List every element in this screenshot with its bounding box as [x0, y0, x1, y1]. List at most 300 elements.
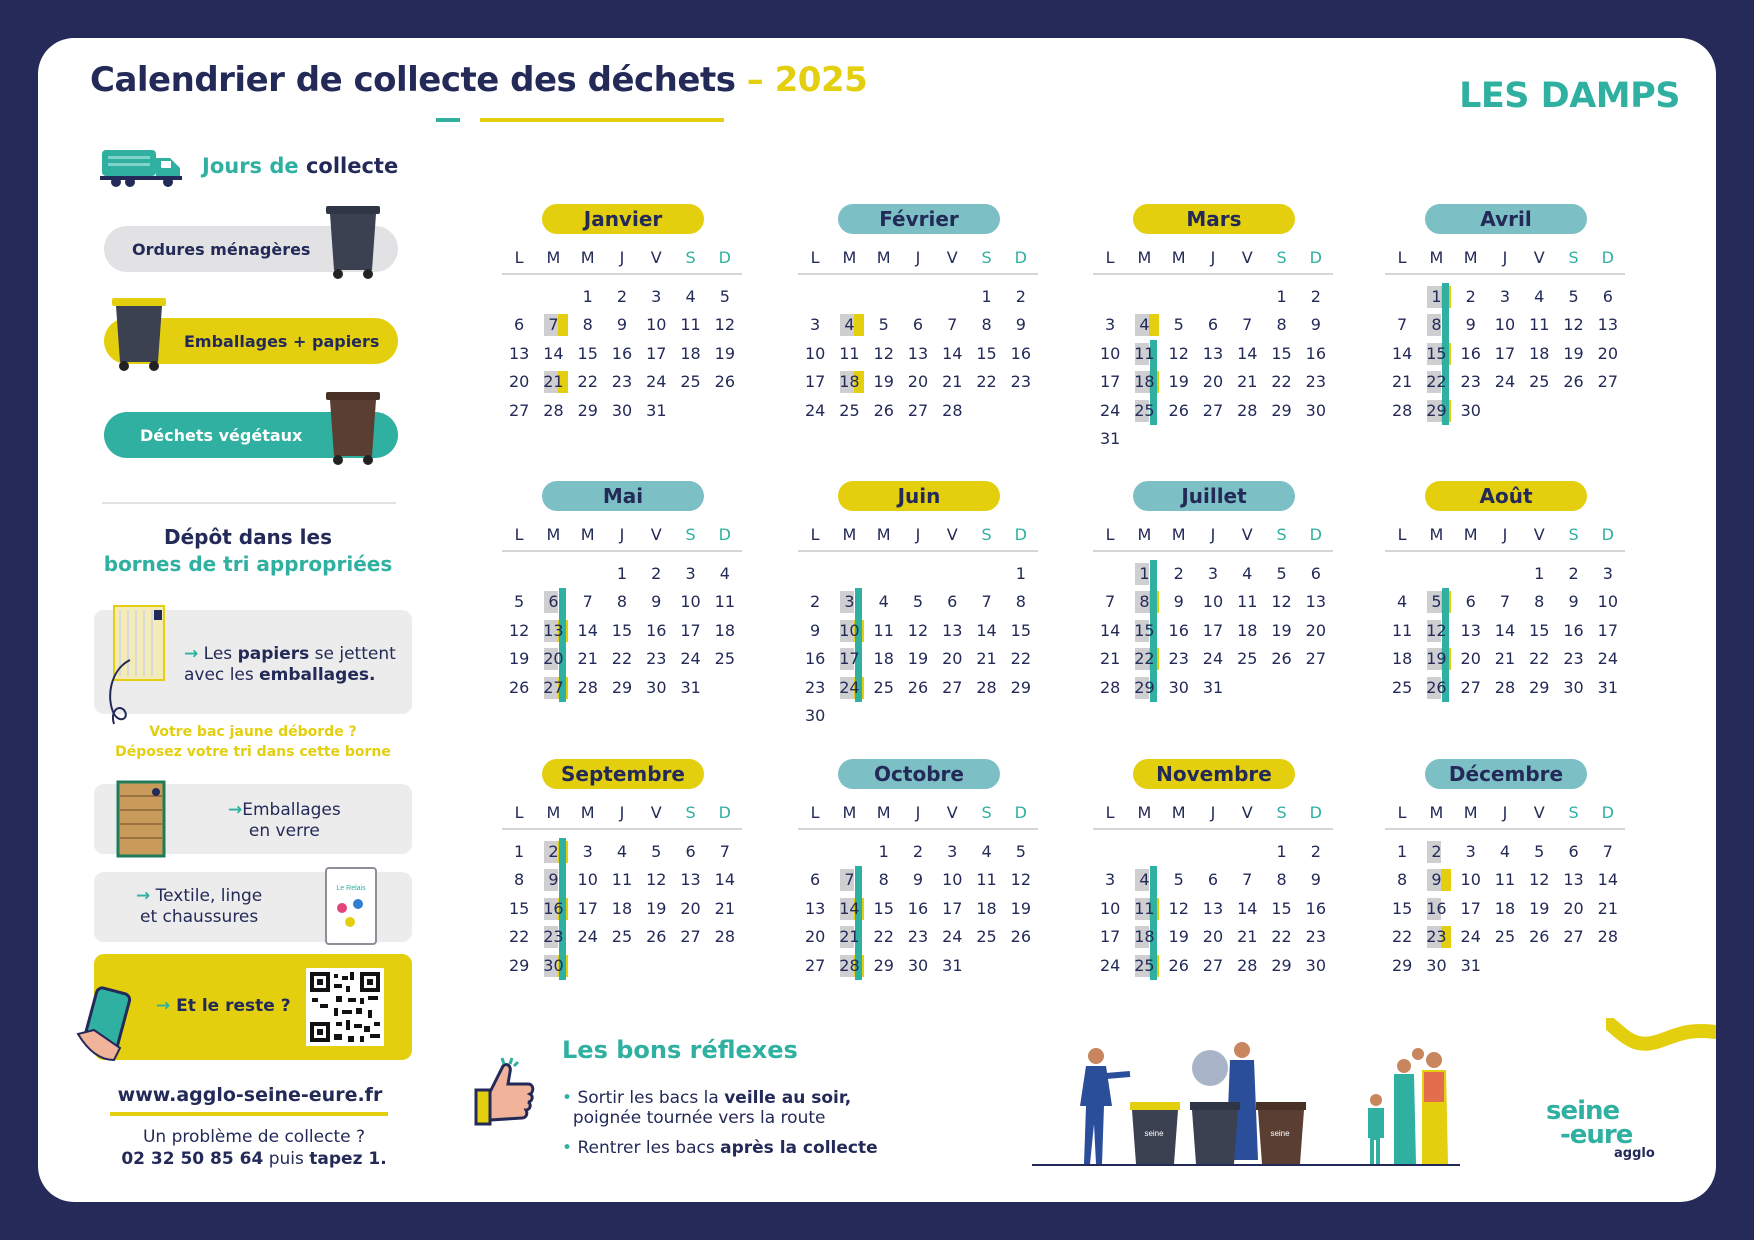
- day-cell: 15: [1271, 898, 1292, 918]
- weekday-header: L: [810, 525, 820, 545]
- weekday-header: D: [1014, 803, 1027, 823]
- day-cell: 21: [536, 368, 570, 396]
- day-cell: 17: [1494, 343, 1516, 363]
- day-cell: 9: [810, 620, 821, 640]
- day-cell: 28: [1099, 677, 1121, 697]
- day-cell: 10: [832, 617, 866, 645]
- day-cell: 14: [1494, 620, 1516, 640]
- day-cell: 15: [1010, 620, 1031, 640]
- month-name: Mai: [542, 481, 704, 511]
- day-cell: 6: [685, 841, 696, 861]
- day-cell: 10: [680, 592, 701, 612]
- day-cell: 6: [536, 588, 570, 616]
- day-cell: 13: [907, 343, 929, 363]
- weekday-header: S: [685, 803, 696, 823]
- day-cell: 23: [1460, 372, 1481, 392]
- weekday-header: V: [1533, 525, 1545, 545]
- day-cell: 29: [1419, 397, 1453, 425]
- day-cell: 10: [1494, 315, 1516, 335]
- day-cell: 26: [646, 927, 667, 947]
- day-cell: 25: [873, 677, 894, 697]
- weekday-header: D: [718, 248, 731, 268]
- day-cell: 17: [804, 372, 826, 392]
- day-cell: 12: [1168, 898, 1189, 918]
- day-cell: 14: [1237, 343, 1258, 363]
- day-cell: 19: [907, 649, 929, 669]
- day-cell: 20: [508, 372, 530, 392]
- month-name: Février: [838, 204, 1000, 234]
- day-cell: 7: [536, 311, 570, 339]
- day-cell: 24: [680, 649, 701, 669]
- qr-code[interactable]: [306, 968, 384, 1046]
- day-cell: 19: [508, 649, 530, 669]
- day-cell: 2: [1015, 286, 1026, 306]
- weekday-header: J: [619, 525, 625, 545]
- weekday-header: V: [946, 248, 958, 268]
- day-cell: 2: [1310, 841, 1321, 861]
- day-cell: 9: [1419, 866, 1453, 894]
- weekday-header: V: [650, 248, 662, 268]
- day-cell: 25: [1127, 952, 1161, 980]
- decorative-wave: [1606, 1018, 1716, 1078]
- day-cell: 2: [616, 286, 628, 306]
- day-cell: 24: [1202, 649, 1224, 669]
- thumbs-up-icon: [472, 1056, 538, 1130]
- arrow-icon: →: [184, 644, 199, 664]
- day-cell: 21: [577, 649, 598, 669]
- day-cell: 24: [1597, 649, 1618, 669]
- day-cell: 14: [1391, 343, 1413, 363]
- day-cell: 14: [714, 870, 735, 890]
- day-cell: 26: [1271, 649, 1292, 669]
- day-cell: 24: [832, 674, 866, 702]
- day-cell: 26: [1419, 674, 1453, 702]
- day-cell: 10: [646, 315, 667, 335]
- day-cell: 16: [907, 898, 929, 918]
- day-cell: 4: [878, 592, 889, 612]
- day-cell: 2: [536, 838, 570, 866]
- day-cell: 23: [1419, 923, 1453, 951]
- weekday-header: L: [514, 525, 524, 545]
- day-cell: 30: [611, 400, 633, 420]
- day-cell: 30: [907, 955, 929, 975]
- day-cell: 1: [1419, 283, 1453, 311]
- weekday-header: M: [876, 248, 891, 268]
- day-cell: 8: [878, 870, 889, 890]
- day-cell: 19: [873, 372, 894, 392]
- borne-reste: → Et le reste ?: [94, 954, 412, 1060]
- day-cell: 18: [714, 620, 735, 640]
- day-cell: 14: [543, 343, 564, 363]
- day-cell: 11: [1494, 870, 1516, 890]
- day-cell: 16: [1563, 620, 1584, 640]
- day-cell: 1: [514, 841, 525, 861]
- day-cell: 8: [1276, 870, 1287, 890]
- day-cell: 7: [1105, 592, 1116, 612]
- day-cell: 4: [616, 841, 628, 861]
- day-cell: 25: [1529, 372, 1550, 392]
- day-cell: 22: [873, 927, 894, 947]
- weekday-header: M: [1171, 525, 1186, 545]
- day-cell: 3: [1602, 563, 1613, 583]
- day-cell: 22: [1271, 372, 1292, 392]
- day-cell: 6: [1465, 592, 1476, 612]
- day-cell: 23: [1305, 927, 1326, 947]
- day-cell: 1: [1015, 563, 1026, 583]
- day-cell: 17: [577, 898, 598, 918]
- weekday-header: L: [810, 248, 820, 268]
- day-cell: 7: [1397, 315, 1408, 335]
- day-cell: 17: [1202, 620, 1224, 640]
- garbage-truck-icon: [100, 146, 186, 188]
- day-cell: 29: [1271, 400, 1292, 420]
- month-name: Janvier: [542, 204, 704, 234]
- weekday-header: J: [1210, 525, 1216, 545]
- day-cell: 8: [1127, 588, 1161, 616]
- day-cell: 15: [873, 898, 894, 918]
- day-cell: 24: [942, 927, 963, 947]
- weekday-header: D: [718, 525, 731, 545]
- day-cell: 11: [1237, 592, 1258, 612]
- month-name: Juillet: [1133, 481, 1295, 511]
- day-cell: 2: [810, 592, 821, 612]
- weekday-header: M: [1429, 248, 1444, 268]
- day-cell: 26: [873, 400, 894, 420]
- day-cell: 18: [1127, 923, 1161, 951]
- day-cell: 30: [1305, 955, 1326, 975]
- weekday-header: S: [981, 248, 992, 268]
- weekday-header: J: [1210, 248, 1216, 268]
- day-cell: 26: [1010, 927, 1031, 947]
- grey-bin-icon: [324, 204, 382, 280]
- day-cell: 27: [508, 400, 530, 420]
- day-cell: 23: [907, 927, 929, 947]
- weekday-header: L: [1397, 803, 1407, 823]
- weekday-header: D: [1014, 525, 1027, 545]
- weekday-header: S: [1568, 803, 1579, 823]
- day-cell: 16: [1305, 343, 1326, 363]
- day-cell: 28: [1597, 927, 1618, 947]
- legend-vegetaux: Déchets végétaux: [104, 412, 398, 458]
- day-cell: 29: [1271, 955, 1292, 975]
- day-cell: 20: [1563, 898, 1584, 918]
- day-cell: 1: [582, 286, 593, 306]
- day-cell: 10: [1099, 343, 1121, 363]
- day-cell: 23: [536, 923, 570, 951]
- day-cell: 13: [942, 620, 963, 640]
- day-cell: 4: [1397, 592, 1408, 612]
- day-cell: 4: [832, 311, 866, 339]
- day-cell: 28: [543, 400, 564, 420]
- day-cell: 12: [714, 315, 735, 335]
- day-cell: 18: [1127, 368, 1161, 396]
- day-cell: 8: [981, 315, 992, 335]
- day-cell: 8: [514, 870, 525, 890]
- day-cell: 27: [1202, 400, 1224, 420]
- day-cell: 27: [1563, 927, 1584, 947]
- day-cell: 1: [1397, 841, 1408, 861]
- day-cell: 6: [514, 315, 525, 335]
- day-cell: 28: [714, 927, 735, 947]
- brown-bin-icon: [324, 390, 382, 466]
- day-cell: 14: [1237, 898, 1258, 918]
- day-cell: 12: [1419, 617, 1453, 645]
- day-cell: 10: [577, 870, 598, 890]
- day-cell: 8: [616, 592, 628, 612]
- weekday-header: S: [981, 803, 992, 823]
- people-bins-illustration: [1032, 1038, 1460, 1168]
- month-name: Mars: [1133, 204, 1295, 234]
- day-cell: 17: [1597, 620, 1618, 640]
- weekday-header: S: [1276, 248, 1287, 268]
- day-cell: 17: [942, 898, 963, 918]
- weekday-header: M: [1171, 248, 1186, 268]
- weekday-header: D: [1601, 248, 1614, 268]
- month-name: Décembre: [1425, 759, 1587, 789]
- day-cell: 21: [1237, 927, 1258, 947]
- weekday-header: D: [1309, 248, 1322, 268]
- day-cell: 25: [839, 400, 860, 420]
- day-cell: 7: [947, 315, 958, 335]
- calendar-card: [38, 38, 1716, 1202]
- day-cell: 31: [1597, 677, 1618, 697]
- url-underline: [110, 1112, 388, 1116]
- day-cell: 26: [907, 677, 929, 697]
- day-cell: 20: [1460, 649, 1481, 669]
- day-cell: 11: [976, 870, 997, 890]
- day-cell: 13: [508, 343, 530, 363]
- day-cell: 5: [719, 286, 730, 306]
- weekday-header: D: [1601, 525, 1614, 545]
- day-cell: 29: [1010, 677, 1031, 697]
- day-cell: 4: [1127, 866, 1161, 894]
- day-cell: 4: [981, 841, 992, 861]
- month-name: Avril: [1425, 204, 1587, 234]
- day-cell: 7: [582, 592, 593, 612]
- weekday-header: S: [981, 525, 992, 545]
- weekday-header: M: [1137, 525, 1152, 545]
- weekday-header: D: [1014, 248, 1027, 268]
- day-cell: 20: [1305, 620, 1326, 640]
- day-cell: 28: [1237, 400, 1258, 420]
- day-cell: 26: [1168, 400, 1189, 420]
- weekday-header: M: [1429, 803, 1444, 823]
- day-cell: 22: [1010, 649, 1031, 669]
- day-cell: 2: [1173, 563, 1184, 583]
- svg-text:Le Relais: Le Relais: [336, 885, 366, 892]
- month-name: Novembre: [1133, 759, 1295, 789]
- day-cell: 9: [616, 315, 628, 335]
- day-cell: 28: [1237, 955, 1258, 975]
- day-cell: 7: [719, 841, 730, 861]
- day-cell: 11: [1127, 895, 1161, 923]
- day-cell: 31: [1460, 955, 1481, 975]
- day-cell: 25: [976, 927, 997, 947]
- day-cell: 9: [1310, 315, 1321, 335]
- day-cell: 2: [912, 841, 924, 861]
- day-cell: 6: [912, 315, 924, 335]
- legend-title: Jours de collecte: [202, 154, 399, 178]
- day-cell: 7: [981, 592, 992, 612]
- day-cell: 18: [1237, 620, 1258, 640]
- website-link[interactable]: www.agglo-seine-eure.fr: [117, 1084, 383, 1106]
- day-cell: 23: [1563, 649, 1584, 669]
- day-cell: 18: [832, 368, 866, 396]
- day-cell: 28: [942, 400, 963, 420]
- day-cell: 18: [611, 898, 633, 918]
- day-cell: 23: [611, 372, 633, 392]
- day-cell: 14: [942, 343, 963, 363]
- weekday-header: M: [1429, 525, 1444, 545]
- weekday-header: V: [650, 803, 662, 823]
- day-cell: 27: [1202, 955, 1224, 975]
- day-cell: 31: [646, 400, 667, 420]
- day-cell: 28: [1494, 677, 1516, 697]
- day-cell: 20: [1202, 927, 1224, 947]
- weekday-header: L: [514, 803, 524, 823]
- day-cell: 15: [976, 343, 997, 363]
- day-cell: 26: [714, 372, 735, 392]
- overflow-warning: Votre bac jaune déborde ? Déposez votre tri dans cette borne: [115, 724, 391, 760]
- seine-eure-logo: seine -eure agglo: [1546, 1096, 1655, 1161]
- glass-container-icon: [114, 776, 170, 860]
- day-cell: 8: [1276, 315, 1287, 335]
- page-title: Calendrier de collecte des déchets – 2025: [90, 60, 868, 100]
- day-cell: 9: [912, 870, 924, 890]
- day-cell: 22: [611, 649, 633, 669]
- svg-text:seine: seine: [1270, 1129, 1290, 1138]
- day-cell: 27: [942, 677, 963, 697]
- day-cell: 19: [1419, 645, 1453, 673]
- day-cell: 6: [1568, 841, 1579, 861]
- day-cell: 29: [577, 400, 598, 420]
- day-cell: 26: [1529, 927, 1550, 947]
- weekday-header: M: [1463, 525, 1478, 545]
- day-cell: 29: [1127, 674, 1161, 702]
- weekday-header: L: [1397, 248, 1407, 268]
- day-cell: 29: [508, 955, 530, 975]
- weekday-header: V: [946, 803, 958, 823]
- day-cell: 23: [1168, 649, 1189, 669]
- day-cell: 26: [508, 677, 530, 697]
- day-cell: 2: [1568, 563, 1579, 583]
- weekday-header: J: [1502, 525, 1508, 545]
- day-cell: 23: [646, 649, 667, 669]
- weekday-header: M: [580, 248, 595, 268]
- day-cell: 3: [1105, 870, 1116, 890]
- day-cell: 21: [1099, 649, 1121, 669]
- day-cell: 7: [1242, 870, 1253, 890]
- day-cell: 16: [1010, 343, 1031, 363]
- day-cell: 14: [1597, 870, 1618, 890]
- weekday-header: M: [876, 803, 891, 823]
- arrow-loop-icon: [100, 658, 140, 730]
- day-cell: 15: [577, 343, 598, 363]
- day-cell: 6: [947, 592, 958, 612]
- day-cell: 27: [804, 955, 826, 975]
- weekday-header: V: [946, 525, 958, 545]
- day-cell: 12: [873, 343, 894, 363]
- day-cell: 9: [536, 866, 570, 894]
- day-cell: 12: [1529, 870, 1550, 890]
- day-cell: 28: [577, 677, 598, 697]
- day-cell: 20: [942, 649, 963, 669]
- day-cell: 21: [832, 923, 866, 951]
- reflex-1: • Sortir les bacs la veille au soir, poignée tournée vers la route: [562, 1088, 852, 1128]
- day-cell: 27: [1460, 677, 1481, 697]
- day-cell: 24: [577, 927, 598, 947]
- reflex-2: • Rentrer les bacs après la collecte: [562, 1138, 878, 1158]
- day-cell: 11: [714, 592, 735, 612]
- day-cell: 3: [651, 286, 662, 306]
- day-cell: 20: [804, 927, 826, 947]
- reflexes-title: Les bons réflexes: [562, 1036, 798, 1064]
- day-cell: 10: [1202, 592, 1224, 612]
- day-cell: 13: [1305, 592, 1326, 612]
- legend-ordures: Ordures ménagères: [104, 226, 398, 272]
- day-cell: 11: [1127, 340, 1161, 368]
- day-cell: 3: [1499, 286, 1511, 306]
- day-cell: 25: [1494, 927, 1516, 947]
- day-cell: 12: [508, 620, 530, 640]
- day-cell: 11: [1529, 315, 1550, 335]
- day-cell: 22: [1391, 927, 1413, 947]
- day-cell: 5: [1534, 841, 1545, 861]
- day-cell: 16: [1426, 898, 1447, 918]
- day-cell: 2: [651, 563, 662, 583]
- day-cell: 6: [1207, 315, 1219, 335]
- weekday-header: M: [842, 248, 857, 268]
- day-cell: 17: [1099, 372, 1121, 392]
- day-cell: 27: [907, 400, 929, 420]
- day-cell: 16: [1305, 898, 1326, 918]
- day-cell: 5: [878, 315, 889, 335]
- day-cell: 6: [1207, 870, 1219, 890]
- day-cell: 10: [1597, 592, 1618, 612]
- day-cell: 31: [942, 955, 963, 975]
- weekday-header: J: [619, 248, 625, 268]
- day-cell: 5: [912, 592, 924, 612]
- day-cell: 7: [1242, 315, 1253, 335]
- day-cell: 26: [1563, 372, 1584, 392]
- commune-name: LES DAMPS: [1459, 76, 1680, 116]
- weekday-header: S: [1276, 525, 1287, 545]
- day-cell: 15: [1529, 620, 1550, 640]
- day-cell: 8: [1419, 311, 1453, 339]
- day-cell: 1: [1534, 563, 1545, 583]
- weekday-header: V: [1241, 525, 1253, 545]
- day-cell: 2: [1465, 286, 1476, 306]
- weekday-header: M: [580, 525, 595, 545]
- title-underline: [480, 118, 724, 122]
- contact-info: Un problème de collecte ? 02 32 50 85 64 puis tapez 1.: [121, 1127, 387, 1169]
- title-underline-accent: [436, 118, 460, 122]
- month-name: Octobre: [838, 759, 1000, 789]
- day-cell: 1: [981, 286, 992, 306]
- weekday-header: M: [1137, 803, 1152, 823]
- day-cell: 27: [680, 927, 701, 947]
- weekday-header: J: [915, 525, 921, 545]
- weekday-header: V: [1241, 803, 1253, 823]
- weekday-header: J: [1210, 803, 1216, 823]
- weekday-header: D: [718, 803, 731, 823]
- day-cell: 17: [1460, 898, 1481, 918]
- day-cell: 3: [582, 841, 593, 861]
- year: 2025: [774, 60, 868, 100]
- day-cell: 14: [577, 620, 598, 640]
- weekday-header: S: [685, 248, 696, 268]
- day-cell: 5: [1173, 870, 1184, 890]
